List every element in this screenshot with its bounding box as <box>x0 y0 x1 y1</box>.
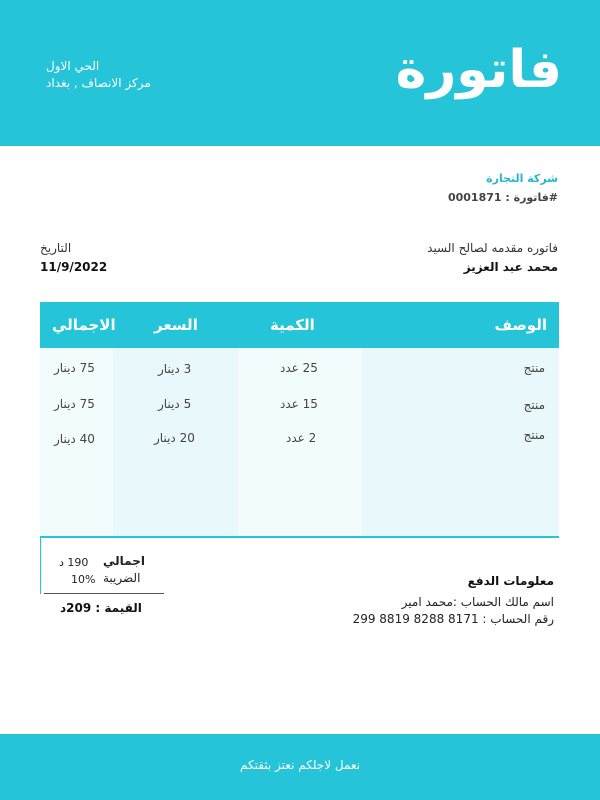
totals-divider <box>44 593 164 594</box>
invoice-title: فاتورة <box>395 40 562 100</box>
header-total: الاجمالي <box>52 316 116 334</box>
row-description: منتج <box>523 428 545 442</box>
column-description <box>362 348 559 536</box>
company-name: شركة التجارة <box>486 172 558 185</box>
row-total: 75 دينار <box>54 397 95 411</box>
header-description: الوصف <box>494 316 547 334</box>
row-total: 75 دينار <box>54 361 95 375</box>
bill-to-name: محمد عبد العزيز <box>463 260 558 274</box>
row-quantity: 15 عدد <box>280 397 318 411</box>
invoice-header <box>0 0 600 146</box>
row-price: 20 دينار <box>154 431 195 445</box>
row-description: منتج <box>523 398 545 412</box>
bill-to-label: فاتوره مقدمه لصالح السيد <box>427 241 558 255</box>
address-line-1: الحي الاول <box>46 59 100 73</box>
header-price: السعر <box>154 316 198 334</box>
company-address <box>46 58 151 92</box>
totals-box <box>40 538 165 594</box>
payment-account-owner: اسم مالك الحساب :محمد امير <box>401 595 554 609</box>
date-label: التاريخ <box>40 241 72 255</box>
table-header <box>40 302 559 348</box>
row-price: 3 دينار <box>158 362 192 376</box>
date-value: 11/9/2022 <box>40 260 108 274</box>
invoice-footer <box>0 734 600 800</box>
subtotal-value: 190 د <box>59 556 89 569</box>
footer-text: نعمل لاجلكم نعتز بثقتكم <box>239 758 361 772</box>
tax-label: الضريبة <box>103 571 141 585</box>
row-description: منتج <box>523 361 545 375</box>
items-table <box>40 302 559 538</box>
address-line-2: مركز الانصاف , بغداد <box>46 76 151 90</box>
row-quantity: 25 عدد <box>280 361 318 375</box>
row-total: 40 دينار <box>54 432 95 446</box>
payment-info-title: معلومات الدفع <box>467 574 554 588</box>
header-quantity: الكمية <box>270 316 315 334</box>
invoice-number: #فاتورة : 0001871 <box>447 191 558 204</box>
payment-account-number: رقم الحساب : 8171 8288 8819 299 <box>352 612 554 626</box>
row-price: 5 دينار <box>158 397 192 411</box>
tax-value: 10% <box>71 573 96 586</box>
row-quantity: 2 عدد <box>286 431 317 445</box>
subtotal-label: اجمالي <box>103 554 145 568</box>
grand-total: القيمة : 209د <box>60 601 142 615</box>
